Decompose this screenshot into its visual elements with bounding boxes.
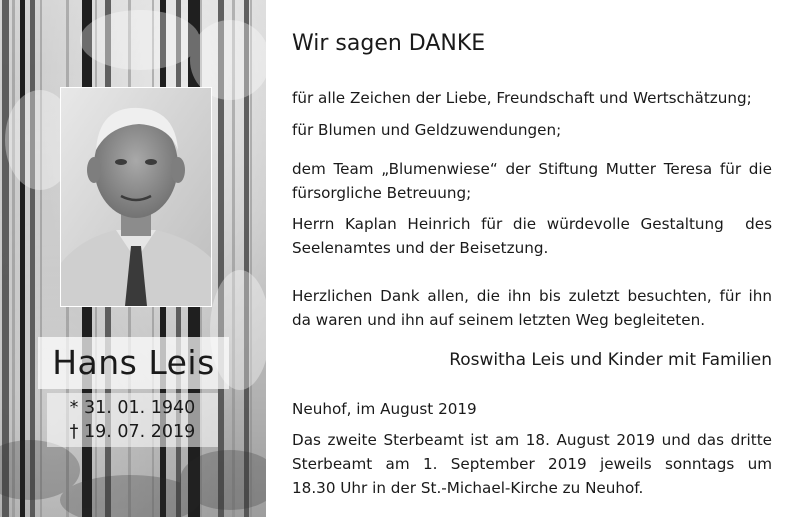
mass-line-2: Sterbeamt am 1. September 2019 jeweils sonntags um bbox=[292, 455, 772, 473]
thanks-line-4a: Herrn Kaplan Heinrich für die würdevolle Gestaltung des bbox=[292, 215, 772, 233]
deceased-name: Hans Leis bbox=[52, 343, 215, 382]
thanks-line-4b: Seelenamtes und der Beisetzung. bbox=[292, 239, 549, 257]
death-date: † 19. 07. 2019 bbox=[69, 422, 196, 442]
signature: Roswitha Leis und Kinder mit Familien bbox=[449, 350, 772, 370]
birth-date: * 31. 01. 1940 bbox=[69, 398, 196, 418]
thanks-line-5a: Herzlichen Dank allen, die ihn bis zuletzt besuchten, für ihn bbox=[292, 287, 772, 305]
mass-line-1: Das zweite Sterbeamt ist am 18. August 2019 und das dritte bbox=[292, 431, 772, 449]
thanks-line-3b: fürsorgliche Betreuung; bbox=[292, 184, 472, 202]
forest-background bbox=[0, 0, 266, 517]
name-plate bbox=[38, 337, 229, 389]
headline: Wir sagen DANKE bbox=[292, 31, 486, 56]
thanks-line-1: für alle Zeichen der Liebe, Freundschaft und Wertschätzung; bbox=[292, 89, 752, 107]
thanks-line-3a: dem Team „Blumenwiese“ der Stiftung Mutter Teresa für die bbox=[292, 160, 772, 178]
mass-line-3: 18.30 Uhr in der St.-Michael-Kirche zu Neuhof. bbox=[292, 479, 644, 497]
life-dates bbox=[47, 393, 218, 447]
place-date: Neuhof, im August 2019 bbox=[292, 400, 477, 418]
thanks-line-5b: da waren und ihn auf seinem letzten Weg begleiteten. bbox=[292, 311, 706, 329]
thanks-line-2: für Blumen und Geldzuwendungen; bbox=[292, 121, 562, 139]
portrait-photo bbox=[60, 87, 212, 307]
